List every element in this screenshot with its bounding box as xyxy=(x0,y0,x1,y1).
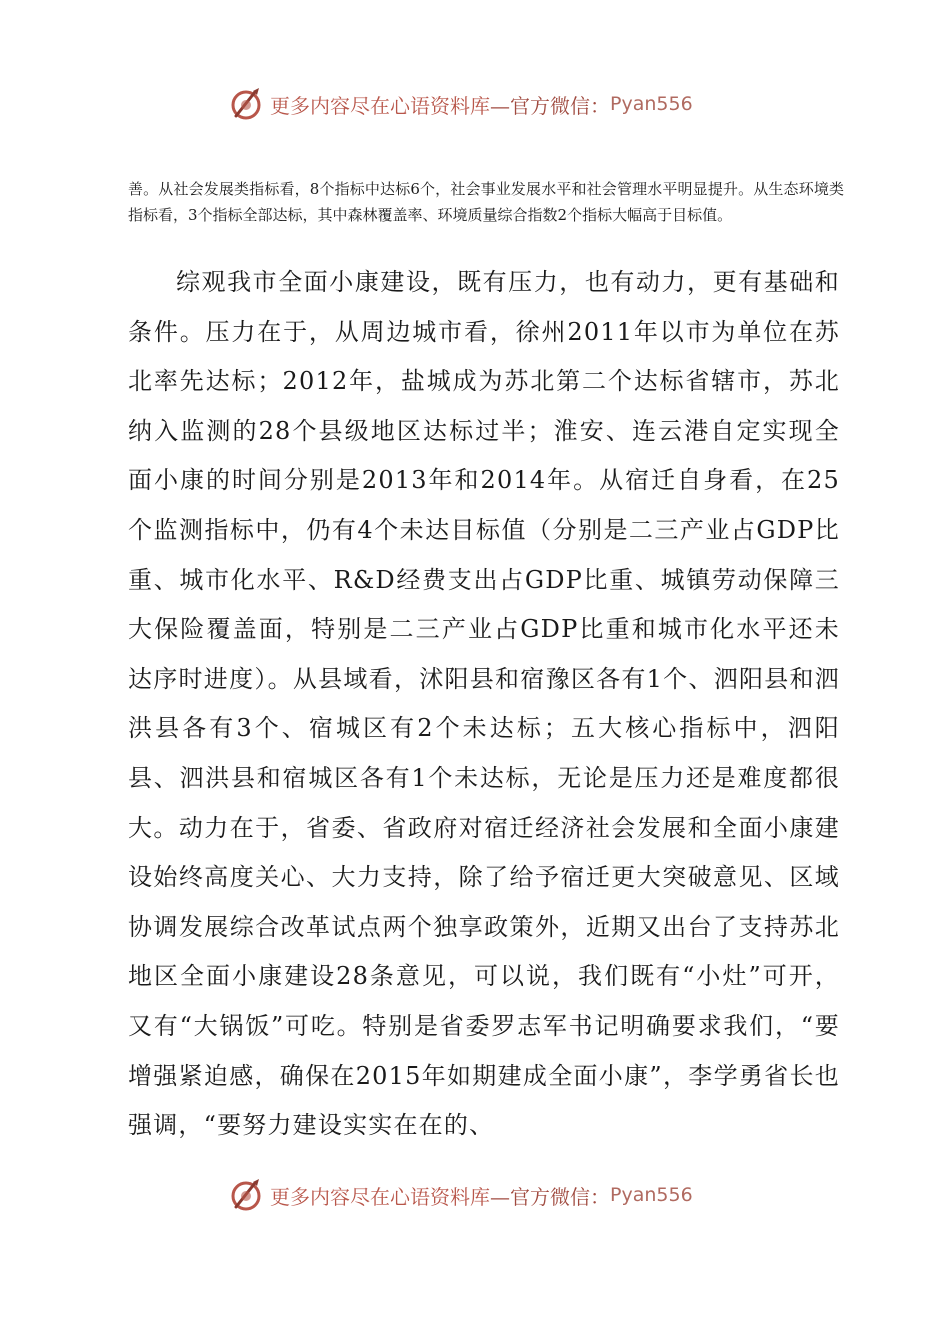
banner-wechat-id: Pyan556 xyxy=(610,1184,693,1206)
banner-title: 更多内容尽在心语资料库 xyxy=(270,1184,490,1209)
main-paragraph: 综观我市全面小康建设，既有压力，也有动力，更有基础和条件。压力在于，从周边城市看，徐州2011年以市为单位在苏北率先达标；2012年，盐城成为苏北第二个达标省辖市，苏北纳入监测的28个县级地区达标过半；淮安、连云港自定实现全面小康的时间分别是2013年和2014年。从宿迁自身看，在25个监测指标中，仍有4个未达目标值（分别是二三产业占GDP比重、城市化水平、R&D经费支出占GDP比重、城镇劳动保障三大保险覆盖面，特别是二三产业占GDP比重和城市化水平还未达序时进度）。从县域看，沭阳县和宿豫区各有1个、泗阳县和泗洪县各有3个、宿城区有2个未达标；五大核心指标中，泗阳县、泗洪县和宿城区各有1个未达标，无论是压力还是难度都很大。动力在于，省委、省政府对宿迁经济社会发展和全面小康建设始终高度关心、大力支持，除了给予宿迁更大突破意见、区域协调发展综合改革试点两个独享政策外，近期又出台了支持苏北地区全面小康建设28条意见，可以说，我们既有“小灶”可开，又有“大锅饭”可吃。特别是省委罗志军书记明确要求我们，“要增强紧迫感，确保在2015年如期建成全面小康”，李学勇省长也强调，“要努力建设实实在在的、 xyxy=(128,268,840,1140)
banner-wechat-id: Pyan556 xyxy=(610,93,693,115)
brush-logo-icon xyxy=(228,1177,264,1213)
banner-subtitle: —官方微信： xyxy=(490,1184,610,1209)
summary-paragraph: 善。从社会发展类指标看，8个指标中达标6个，社会事业发展水平和社会管理水平明显提升。从生态环境类指标看，3个指标全部达标，其中森林覆盖率、环境质量综合指数2个指标大幅高于目标值。 xyxy=(128,180,844,224)
banner-title: 更多内容尽在心语资料库 xyxy=(270,93,490,118)
brush-logo-icon xyxy=(228,86,264,122)
footer-banner xyxy=(228,1175,748,1215)
header-banner xyxy=(228,84,748,124)
banner-subtitle: —官方微信： xyxy=(490,93,610,118)
